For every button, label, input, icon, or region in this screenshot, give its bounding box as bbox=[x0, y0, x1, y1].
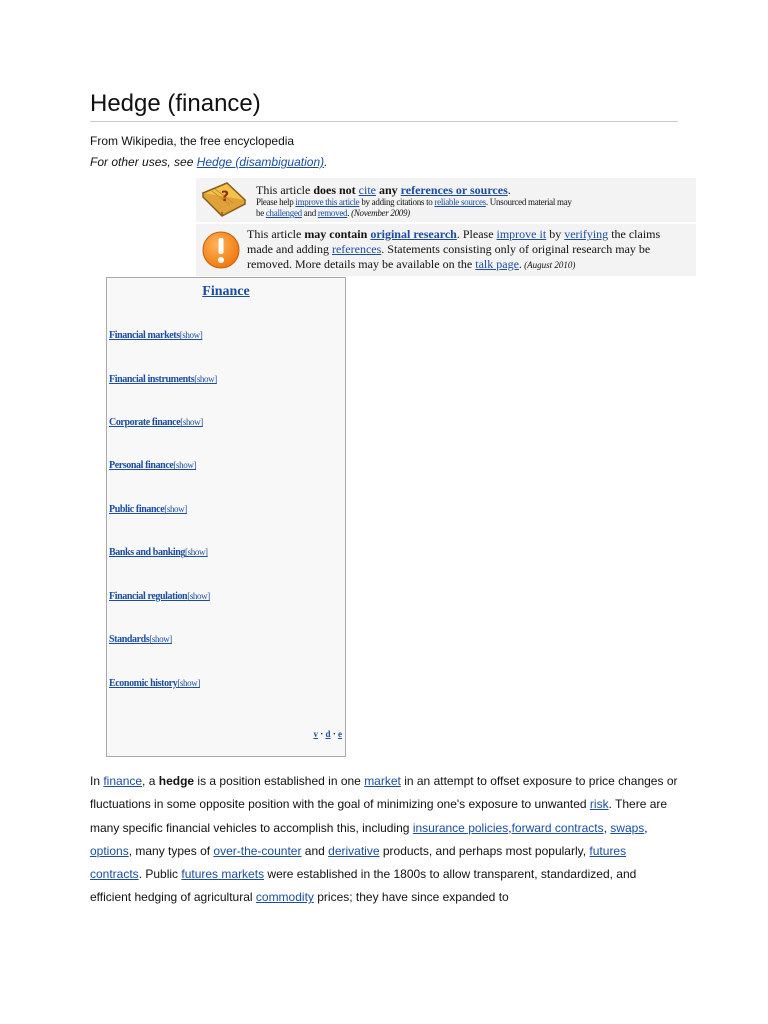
show-toggle[interactable]: [show] bbox=[185, 547, 208, 557]
show-toggle[interactable]: [show] bbox=[180, 417, 203, 427]
cite-link[interactable]: cite bbox=[358, 183, 376, 197]
notice-text: This article bbox=[256, 183, 314, 197]
notice-text: the claims made and adding bbox=[247, 227, 661, 256]
commodity-link[interactable]: commodity bbox=[255, 890, 314, 905]
navbox-item-personal-finance[interactable]: Personal finance bbox=[109, 460, 174, 471]
notice-text: . bbox=[507, 183, 511, 197]
paragraph-text: . Public bbox=[138, 867, 182, 882]
finance-navbox bbox=[106, 277, 346, 757]
paragraph-text: In bbox=[90, 774, 104, 788]
navbox-item-corporate-finance[interactable]: Corporate finance bbox=[109, 417, 181, 428]
navbox-vde bbox=[313, 729, 342, 739]
navbox-item-financial-instruments[interactable]: Financial instruments bbox=[109, 374, 195, 385]
navbox-item-standards[interactable]: Standards bbox=[109, 634, 150, 645]
notice-date: (November 2009) bbox=[349, 208, 410, 218]
notice-text: and bbox=[301, 208, 318, 218]
navbox-title-link[interactable]: Finance bbox=[202, 284, 250, 299]
swaps-link[interactable]: swaps bbox=[610, 820, 645, 835]
references-link[interactable]: references bbox=[331, 242, 382, 256]
paragraph-text: were established in the 1800s to allow transparent, standardized, and efficient hedging of agricultural bbox=[90, 867, 637, 905]
page-title: Hedge (finance) bbox=[90, 90, 261, 117]
view-template-link[interactable]: v bbox=[313, 729, 318, 739]
show-toggle[interactable]: [show] bbox=[173, 460, 197, 470]
show-toggle[interactable]: [show] bbox=[187, 591, 210, 601]
paragraph-bold-term: hedge bbox=[158, 774, 195, 788]
reliable-sources-link[interactable]: reliable sources bbox=[434, 197, 486, 207]
navbox-item-banks-and-banking[interactable]: Banks and banking bbox=[109, 547, 186, 558]
svg-text:?: ? bbox=[221, 189, 230, 205]
improve-article-link[interactable]: improve this article bbox=[295, 197, 360, 207]
notice-text: . bbox=[518, 257, 522, 271]
verifying-link[interactable]: verifying bbox=[564, 227, 609, 241]
original-research-notice bbox=[196, 224, 696, 276]
notice-text: This article bbox=[247, 227, 305, 241]
notice-text: be bbox=[256, 208, 266, 218]
original-research-link[interactable]: original research bbox=[370, 227, 457, 241]
edit-template-link[interactable]: e bbox=[338, 729, 342, 739]
book-question-icon bbox=[200, 181, 248, 219]
unreferenced-notice bbox=[196, 178, 696, 222]
risk-link[interactable]: risk bbox=[589, 797, 609, 812]
site-tagline: From Wikipedia, the free encyclopedia bbox=[90, 134, 295, 148]
navbox-item-public-finance[interactable]: Public finance bbox=[109, 504, 165, 515]
show-toggle[interactable]: [show] bbox=[194, 374, 217, 384]
forward-contracts-link[interactable]: forward contracts bbox=[511, 820, 604, 835]
paragraph-text: prices; they have since expanded to bbox=[313, 890, 509, 905]
notice-text: . Unsourced material may bbox=[485, 197, 572, 207]
show-toggle[interactable]: [show] bbox=[149, 634, 172, 644]
navbox-row bbox=[109, 417, 203, 428]
paragraph-text: , bbox=[508, 820, 512, 835]
navbox-item-financial-regulation[interactable]: Financial regulation bbox=[109, 591, 188, 602]
navbox-row bbox=[109, 374, 217, 385]
notice-text: by adding citations to bbox=[359, 197, 435, 207]
notice-text: any bbox=[375, 183, 401, 197]
navbox-row bbox=[109, 460, 196, 471]
paragraph-text: in an attempt to offset exposure to price changes or fluctuations in some opposite position with the goal of minimizing one's exposure to unwanted bbox=[90, 774, 678, 812]
options-link[interactable]: options bbox=[90, 843, 129, 858]
notice-text: . Please bbox=[456, 227, 497, 241]
navbox-row bbox=[109, 634, 172, 645]
finance-link[interactable]: finance bbox=[103, 774, 143, 788]
paragraph-text: . There are many specific financial vehicles to accomplish this, including bbox=[90, 797, 668, 835]
notice-text: may contain bbox=[304, 227, 371, 241]
hatnote bbox=[90, 155, 327, 169]
references-sources-link[interactable]: references or sources bbox=[400, 183, 508, 197]
show-toggle[interactable]: [show] bbox=[177, 678, 200, 688]
over-the-counter-link[interactable]: over-the-counter bbox=[213, 843, 302, 858]
talk-page-link[interactable]: talk page bbox=[475, 257, 519, 271]
navbox-row bbox=[109, 591, 210, 602]
navbox-item-economic-history[interactable]: Economic history bbox=[109, 678, 178, 689]
futures-contracts-link[interactable]: futures contracts bbox=[90, 843, 627, 882]
discuss-template-link[interactable]: d bbox=[325, 729, 331, 739]
paragraph-text: , many types of bbox=[128, 843, 214, 858]
show-toggle[interactable]: [show] bbox=[164, 504, 187, 514]
market-link[interactable]: market bbox=[364, 774, 401, 788]
hatnote-prefix: For other uses, see bbox=[90, 155, 197, 169]
paragraph-text: and bbox=[301, 843, 329, 858]
paragraph-text: , bbox=[603, 820, 611, 835]
navbox-row bbox=[109, 330, 202, 341]
hatnote-link[interactable]: Hedge (disambiguation) bbox=[196, 155, 325, 169]
futures-markets-link[interactable]: futures markets bbox=[181, 867, 265, 882]
insurance-policies-link[interactable]: insurance policies bbox=[412, 820, 509, 835]
notice-text: does not bbox=[313, 183, 359, 197]
paragraph-text: is a position established in one bbox=[194, 774, 365, 788]
improve-it-link[interactable]: improve it bbox=[496, 227, 547, 241]
vde-separator: · bbox=[317, 729, 326, 739]
notice-text: by bbox=[546, 227, 565, 241]
navbox-item-financial-markets[interactable]: Financial markets bbox=[109, 330, 180, 341]
navbox-row bbox=[109, 678, 200, 689]
hatnote-suffix: . bbox=[324, 155, 328, 169]
notice-text: . Statements consisting only of original research may be removed. More details may be available on the bbox=[247, 242, 651, 271]
vde-separator: · bbox=[330, 729, 338, 739]
removed-link[interactable]: removed bbox=[317, 208, 348, 218]
notice-text: Please help bbox=[256, 197, 296, 207]
intro-paragraph bbox=[90, 770, 680, 910]
navbox-row bbox=[109, 547, 208, 558]
paragraph-text: , a bbox=[142, 774, 159, 788]
title-divider bbox=[90, 121, 678, 122]
paragraph-text: products, and perhaps most popularly, bbox=[379, 843, 590, 858]
navbox-row bbox=[109, 504, 187, 515]
paragraph-text: , bbox=[644, 820, 648, 835]
derivative-link[interactable]: derivative bbox=[328, 843, 380, 858]
challenged-link[interactable]: challenged bbox=[265, 208, 302, 218]
notice-date: (August 2010) bbox=[521, 260, 576, 270]
notice-text: . bbox=[347, 208, 350, 218]
exclamation-icon bbox=[202, 230, 240, 270]
show-toggle[interactable]: [show] bbox=[179, 330, 203, 340]
